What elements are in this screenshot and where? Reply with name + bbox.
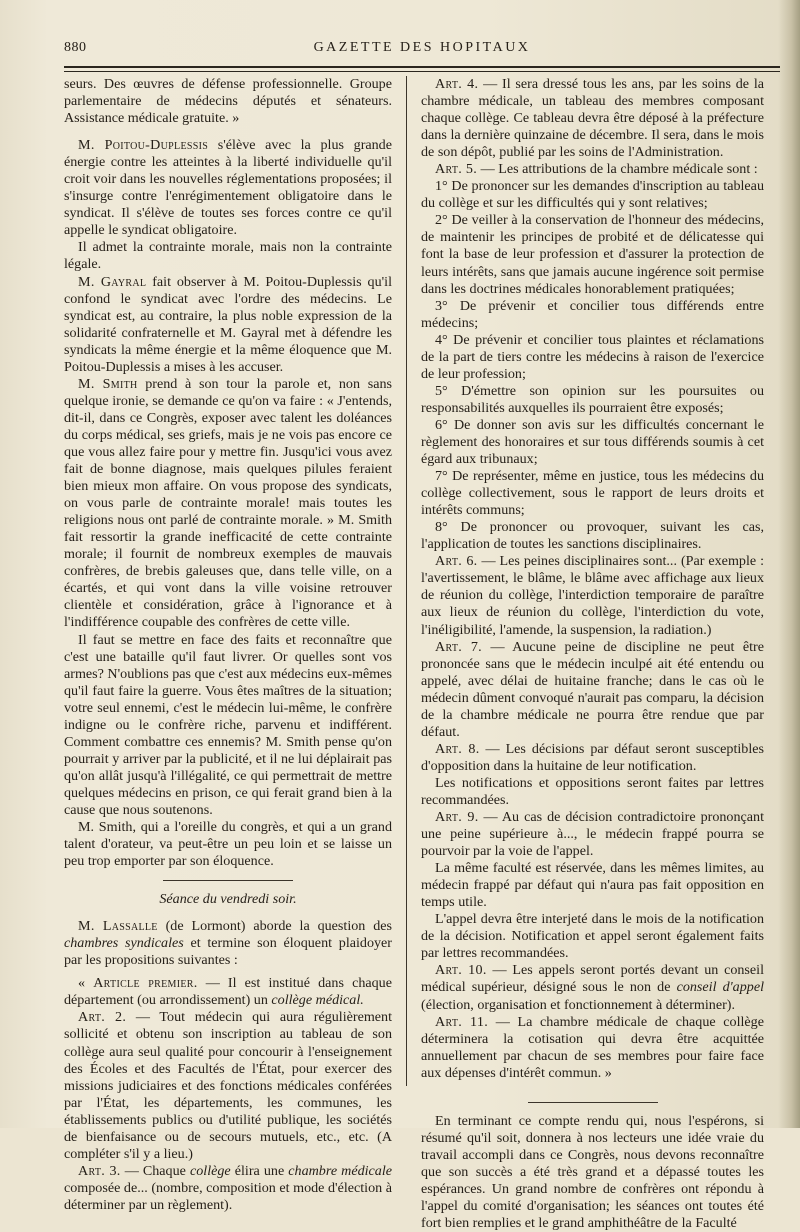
article: Art. 8. — Les décisions par défaut seront susceptibles d'opposition dans la huitaine de leur notification. xyxy=(421,740,764,774)
paragraph: M. Smith, qui a l'oreille du congrès, et qui a un grand talent d'orateur, va peut-être un peu loin et se laisse un peu trop emporter par son éloquence. xyxy=(64,819,392,870)
article: Art. 7. — Aucune peine de discipline ne peut être prononcée sans que le médecin inculpé ait été entendu ou appelé, avec délai de huitaine franche; dans le cas où le médecin dûment convoqué n'aurait pas comparu, la décision de la chambre médicale ne pourra être rendue que par défaut. xyxy=(421,638,764,740)
article-label: Art. 3. xyxy=(78,1162,121,1179)
paragraph: L'appel devra être interjeté dans le mois de la notification de la décision. Notification et appel seront également faits par lettres recommandées. xyxy=(421,911,764,962)
list-item: 8° De prononcer ou provoquer, suivant les cas, l'application de toutes les sanctions disciplinaires. xyxy=(421,519,764,553)
paragraph: M. Lassalle (de Lormont) aborde la question des chambres syndicales et termine son éloquent plaidoyer par les propositions suivantes : xyxy=(64,918,392,969)
journal-title: GAZETTE DES HOPITAUX xyxy=(313,40,531,55)
article-label: Art. 7. xyxy=(435,638,482,655)
article: Art. 5. — Les attributions de la chambre médicale sont : xyxy=(435,161,758,178)
paragraph: M. Gayral fait observer à M. Poitou-Duplessis qu'il confond le syndicat avec l'ordre des médecins. Le syndicat est, au contraire, la plus noble expression de la solidarité confraternelle et M. Gayral met à défendre les syndicats la même énergie et la même éloquence que M. Poitou-Duplessis a mises à les accuser. xyxy=(64,273,392,375)
paragraph: La même faculté est réservée, dans les mêmes limites, au médecin frappé par défaut qui n'aura pas fait opposition en temps utile. xyxy=(421,860,764,911)
page-number: 880 xyxy=(64,40,87,55)
article: Art. 11. — La chambre médicale de chaque collège déterminera la cotisation qui devra être acquittée annuellement par chacun de ses membres pour faire face aux dépenses d'intérêt commun. » xyxy=(421,1013,764,1081)
list-item: 5° D'émettre son opinion sur les poursuites ou responsabilités auxquelles ils pourraient être exposés; xyxy=(421,382,764,416)
article-label: Art. 9. xyxy=(435,809,479,826)
article: Art. 2. — Tout médecin qui aura régulièrement sollicité et obtenu son inscription au tableau de son collège aura seul qualité pour concourir à l'enseignement des Écoles et des Facultés de l'État, pour exercer des missions judiciaires et des fonctions médicales conférées par l'État, les départements, les communes, les établissements publics ou d'utilité publique, les sociétés de bienfaisance ou de secours mutuels, etc., etc. (A compléter s'il y a lieu.) xyxy=(64,1009,393,1162)
page-header xyxy=(64,40,780,62)
paragraph: seurs. Des œuvres de défense professionnelle. Groupe parlementaire de médecins députés et sénateurs. Assistance médicale gratuite. » xyxy=(64,76,392,127)
paragraph: Les notifications et oppositions seront faites par lettres recommandées. xyxy=(421,774,764,808)
article: Art. 10. — Les appels seront portés devant un conseil médical supérieur, désigné sous le non de conseil d'appel (élection, organisation et fonctionnement à déterminer). xyxy=(421,962,765,1013)
paragraph: M. Poitou-Duplessis s'élève avec la plus grande énergie contre les atteintes à la liberté individuelle qu'il croit voir dans les nouvelles réglementations proposées; il s'insurge contre l'enrégimentement obligatoire dans le syndicat. Il s'élève de toutes ses forces contre ce qu'il appelle le syndicat obligatoire. xyxy=(64,137,392,239)
header-rule-thin xyxy=(64,71,780,72)
article: Art. 9. — Au cas de décision contradictoire prononçant une peine supérieure à..., le médecin frappé pourra se pourvoir par la voie de l'appel. xyxy=(421,809,764,860)
speaker-name: M. Lassalle xyxy=(78,918,158,935)
list-item: 3° De prévenir et concilier tous différends entre médecins; xyxy=(421,297,764,331)
header-rule-thick xyxy=(64,66,780,68)
article-label: Article premier. xyxy=(93,975,198,992)
article-label: Art. 5. xyxy=(435,161,478,178)
page-edge-shadow xyxy=(778,0,800,1128)
right-column xyxy=(421,76,764,1232)
article: Art. 6. — Les peines disciplinaires sont... (Par exemple : l'avertissement, le blâme, le blâme avec affichage aux lieux de réunion du collège, l'interdiction temporaire de paraître aux lieux de réunion du collège, l'interdiction du vote, l'inéligibilité, l'amende, la suspension, la radiation.) xyxy=(421,553,764,638)
paragraph: Il faut se mettre en face des faits et reconnaître que c'est une bataille qu'il faut livrer. Or quelles sont vos armes? N'oublions pas que c'est aux médecins eux-mêmes qu'il faut faire la guerre. Vous êtes maîtres de la situation; votre seul ennemi, c'est le médecin lui-même, le confrère indigne ou le confrère riche, parvenu et indifférent. Comment combattre ces ennemis? M. Smith pense qu'on pourrait y arriver par la publicité, et il ne lui déplairait pas qu'on allât jusqu'à l'illégalité, ce qui permettrait de mettre quelques médecins en prison, ce qui ferait grand bien à la cause que nous soutenons. xyxy=(64,631,392,818)
speaker-name: M. Gayral xyxy=(78,273,147,290)
list-item: 7° De représenter, même en justice, tous les médecins du collège collectivement, sous le rapport de leurs droits et intérêts communs; xyxy=(421,468,764,519)
paragraph: En terminant ce compte rendu qui, nous l'espérons, si résumé qu'il soit, donnera à nos lecteurs une idée vraie du travail accompli dans ce Congrès, nous devons reconnaître que son succès a été très grand et a dépassé toutes les espérances. Un grand nombre de confrères ont répondu à l'appel du comité d'organisation; les séances ont toutes été fort bien remplies et le grand amphithéâtre de la Faculté xyxy=(421,1112,764,1232)
list-item: 4° De prévenir et concilier tous plaintes et réclamations de la part de tiers contre les médecins à raison de l'exercice de leur profession; xyxy=(421,331,764,382)
left-column xyxy=(64,76,392,1214)
paragraph: M. Smith prend à son tour la parole et, non sans quelque ironie, se demande ce qu'on va faire : « J'entends, dit-il, dans ce Congrès, exposer avec talent les doléances du corps médical, ses griefs, mais je ne vois pas encore ce que vous allez faire pour y mettre fin. Jusqu'ici vous avez fait de bonne diagnose, mais quelques pilules feraient bien mieux mon affaire. On vous propose des syndicats, on vous parle de contrainte morale! mais toutes les religions nous ont parlé de contrainte morale. » M. Smith fait ressortir la grande inefficacité de cette contrainte morale; il fournit de nombreux exemples de mauvais confrères, de brebis galeuses que, dans telle ville, on a écartés, et qui vont dans la ville voisine retrouver clientèle et considération, grâce à l'ignorance et à l'indifférence coupable des confrères de cette ville. xyxy=(64,375,392,631)
article: « Article premier. — Il est institué dans chaque département (ou arrondissement) un collège médical. xyxy=(64,975,392,1009)
list-item: 2° De veiller à la conservation de l'honneur des médecins, de maintenir les principes de probité et de délicatesse qui font la base de leur profession et d'assurer la protection de leurs intérêts, sans que jamais aucune ingérence soit permise dans les doctrines médicales honorablement pratiquées; xyxy=(421,212,764,297)
article-label: Art. 10. xyxy=(435,962,487,979)
article-label: Art. 8. xyxy=(435,740,480,757)
column-divider xyxy=(406,76,407,1086)
speaker-name: M. Smith xyxy=(78,375,138,392)
article-label: Art. 6. xyxy=(435,553,478,570)
list-item: 6° De donner son avis sur les difficultés concernant le règlement des honoraires et sur tous différends soumis à cet égard aux tribunaux; xyxy=(421,416,764,468)
article: Art. 3. — Chaque collège élira une chambre médicale composée de... (nombre, composition et mode d'élection à déterminer par un règlement). xyxy=(64,1162,393,1213)
speaker-name: M. Poitou-Duplessis xyxy=(78,137,209,154)
list-item: 1° De prononcer sur les demandes d'inscription au tableau du collège et sur les difficultés qui y sont relatives; xyxy=(421,178,764,212)
article: Art. 4. — Il sera dressé tous les ans, par les soins de la chambre médicale, un tableau des membres composant chaque collège. Ce tableau devra être déposé à la préfecture dans la dernière quinzaine de décembre. Il sera, dans le mois de son dépôt, publié par les soins de l'Administration. xyxy=(421,76,764,161)
session-title: Séance du vendredi soir. xyxy=(159,891,297,908)
paragraph: Il admet la contrainte morale, mais non la contrainte légale. xyxy=(64,239,392,273)
article-label: Art. 11. xyxy=(435,1013,489,1030)
article-label: Art. 4. xyxy=(435,76,479,92)
article-label: Art. 2. xyxy=(78,1009,127,1026)
